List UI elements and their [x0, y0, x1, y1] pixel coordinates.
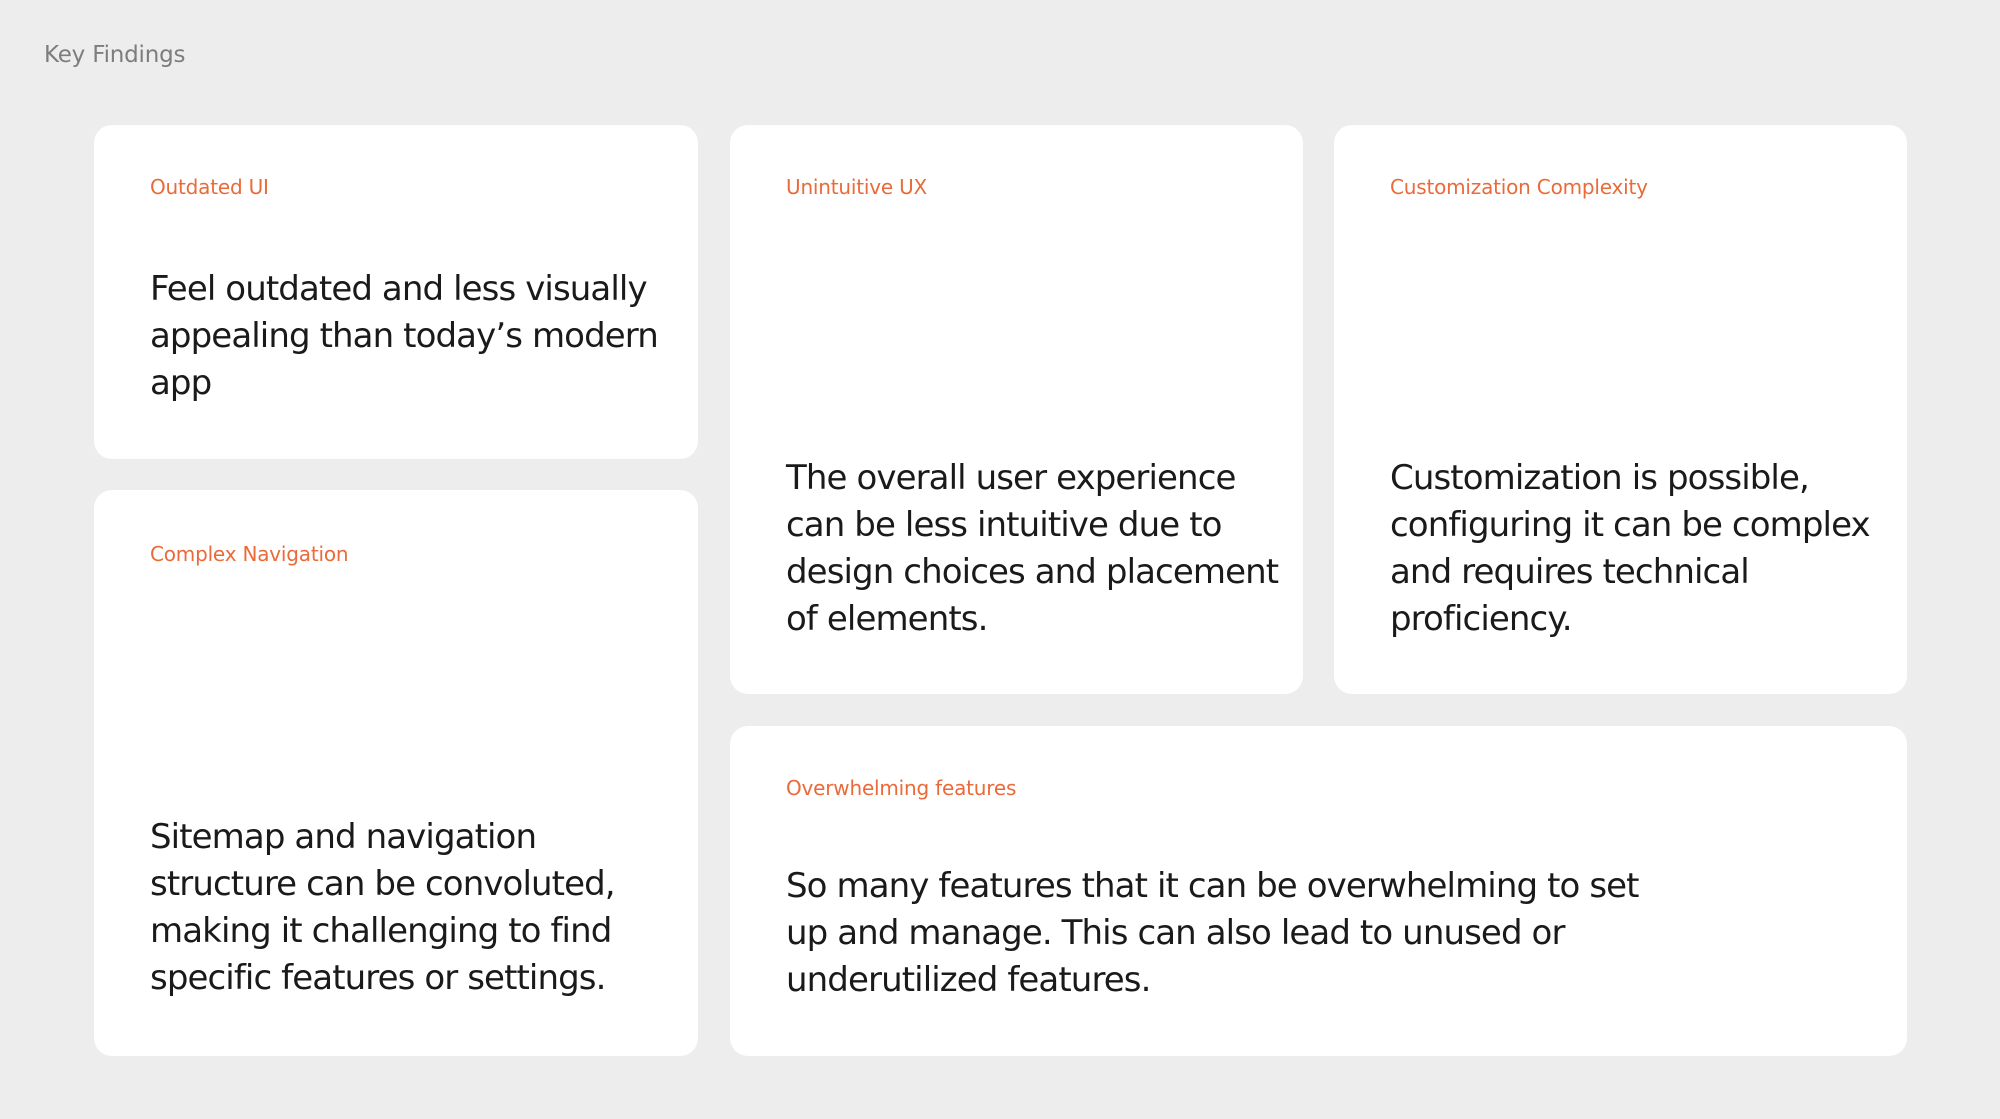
card-text: The overall user experience can be less intuitive due to design choices and placement of elements.	[786, 458, 1279, 639]
finding-card-outdated-ui	[94, 125, 698, 459]
card-text: Feel outdated and less visually appealing than today’s modern app	[150, 269, 658, 403]
card-label: Unintuitive UX	[786, 175, 928, 199]
finding-card-unintuitive-ux	[730, 125, 1303, 694]
finding-card-customization-complexity	[1334, 125, 1907, 694]
finding-card-complex-navigation	[94, 490, 698, 1056]
card-text: Customization is possible, configuring it can be complex and requires technical proficiency.	[1390, 458, 1870, 639]
card-label: Complex Navigation	[150, 542, 349, 566]
page-title: Key Findings	[44, 42, 186, 68]
card-label: Overwhelming features	[786, 776, 1017, 800]
finding-card-overwhelming-features	[730, 726, 1907, 1056]
card-label: Outdated UI	[150, 175, 269, 199]
card-label: Customization Complexity	[1390, 175, 1648, 199]
card-text: Sitemap and navigation structure can be convoluted, making it challenging to find specific features or settings.	[150, 817, 615, 998]
card-text: So many features that it can be overwhelming to set up and manage. This can also lead to unused or underutilized features.	[786, 866, 1639, 1000]
